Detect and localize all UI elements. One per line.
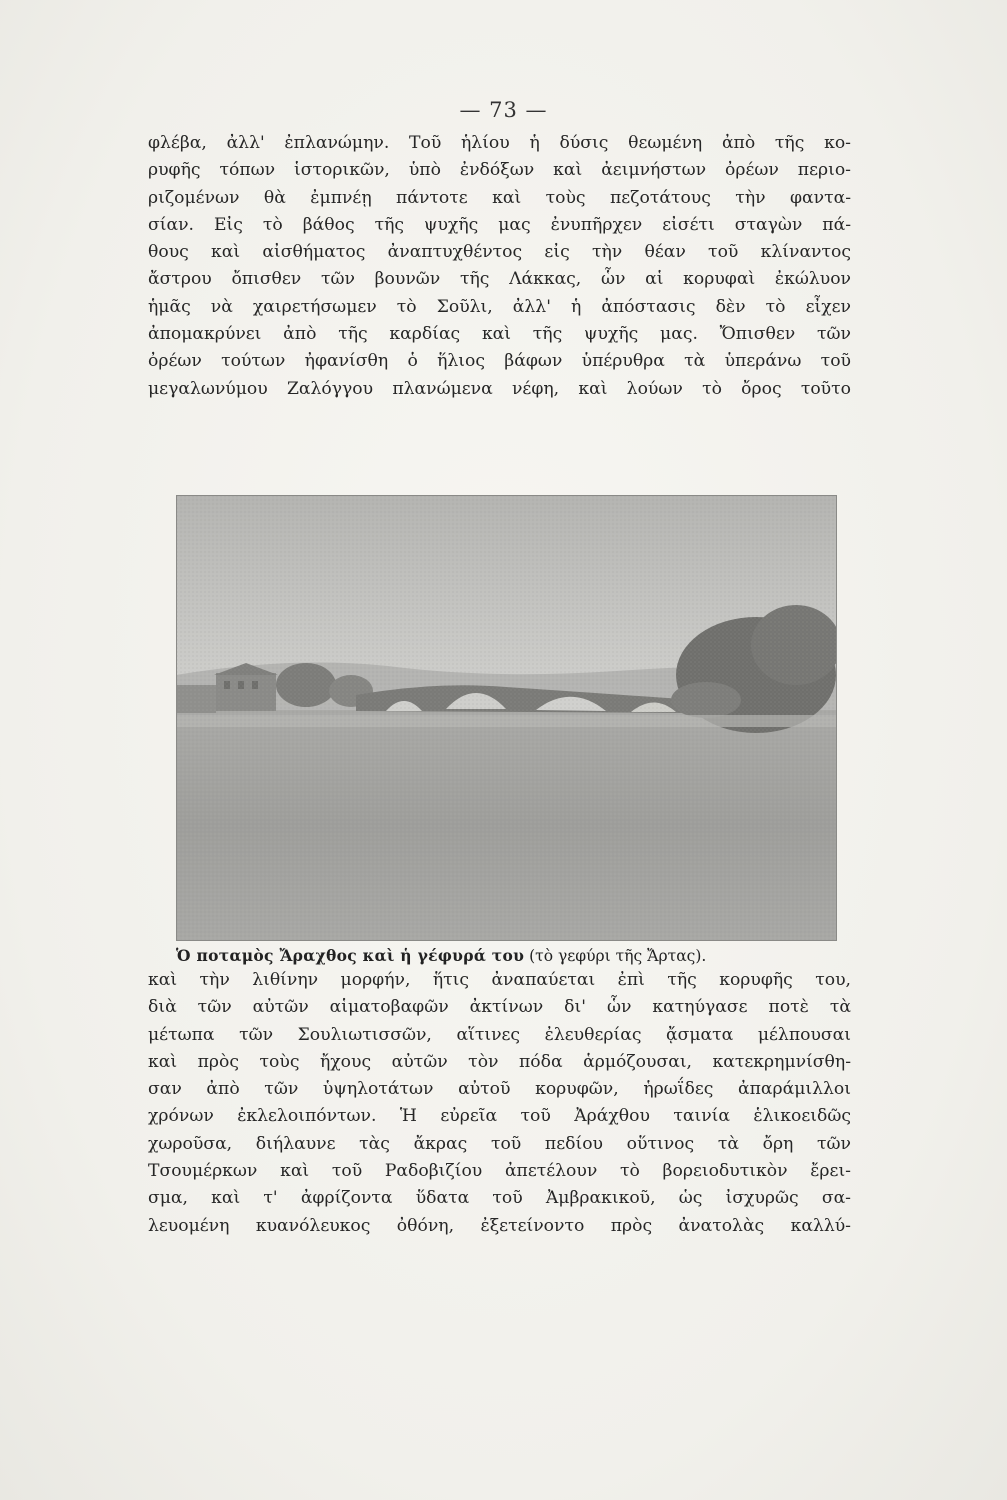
top-paragraph <box>148 130 851 403</box>
text-line: σμα, καὶ τ' ἀφρίζοντα ὕδατα τοῦ Ἀμβρακικοῦ, ὡς ἰσχυρῶς σα- <box>148 1188 851 1209</box>
photo-illustration <box>176 495 837 941</box>
caption-title: Ὁ ποταμὸς Ἄραχθος καὶ ἡ γέφυρά του <box>176 946 525 965</box>
bottom-paragraph <box>148 967 851 1240</box>
text-line: χρόνων ἐκλελοιπόντων. Ἡ εὐρεῖα τοῦ Ἀράχθου ταινία ἑλικοειδῶς <box>148 1106 851 1127</box>
caption-subtitle: (τὸ γεφύρι τῆς Ἄρτας). <box>524 947 707 965</box>
text-line: καὶ τὴν λιθίνην μορφήν, ἥτις ἀναπαύεται ἐπὶ τῆς κορυφῆς του, <box>148 970 851 990</box>
text-line: καὶ πρὸς τοὺς ἤχους αὐτῶν τὸν πόδα ἁρμόζουσαι, κατεκρημνίσθη- <box>148 1051 851 1072</box>
text-line: ἡμᾶς νὰ χαιρετήσωμεν τὸ Σοῦλι, ἀλλ' ἡ ἀπόστασις δὲν τὸ εἶχεν <box>148 296 851 317</box>
text-line: σίαν. Εἰς τὸ βάθος τῆς ψυχῆς μας ἐνυπῆρχεν εἰσέτι σταγὼν πά- <box>148 214 851 235</box>
text-line: σαν ἀπὸ τῶν ὑψηλοτάτων αὐτοῦ κορυφῶν, ἡρωΐδες ἀπαράμιλλοι <box>148 1079 851 1100</box>
figure-caption <box>176 946 844 965</box>
text-line: ἄστρου ὄπισθεν τῶν βουνῶν τῆς Λάκκας, ὧν αἱ κορυφαὶ ἐκώλυον <box>148 269 851 290</box>
bridge-photograph <box>176 495 837 941</box>
text-line: φλέβα, ἀλλ' ἐπλανώμην. Τοῦ ἡλίου ἡ δύσις θεωμένη ἀπὸ τῆς κο- <box>148 133 851 153</box>
text-line: λευομένη κυανόλευκος ὀθόνη, ἐξετείνοντο πρὸς ἀνατολὰς καλλύ- <box>148 1215 851 1236</box>
text-line: μεγαλωνύμου Ζαλόγγου πλανώμενα νέφη, καὶ λούων τὸ ὄρος τοῦτο <box>148 378 851 399</box>
text-line: Τσουμέρκων καὶ τοῦ Ραδοβιζίου ἀπετέλουν τὸ βορειοδυτικὸν ἔρει- <box>148 1161 851 1182</box>
text-line: χωροῦσα, διήλαυνε τὰς ἄκρας τοῦ πεδίου οὕτινος τὰ ὄρη τῶν <box>148 1133 851 1154</box>
text-line: ριζομένων θὰ ἐμπνέῃ πάντοτε καὶ τοὺς πεζοτάτους τὴν φαντα- <box>148 187 851 208</box>
text-line: θους καὶ αἰσθήματος ἀναπτυχθέντος εἰς τὴν θέαν τοῦ κλίναντος <box>148 242 851 263</box>
text-line: ὀρέων τούτων ἠφανίσθη ὁ ἥλιος βάφων ὑπέρυθρα τὰ ὑπεράνω τοῦ <box>148 351 851 372</box>
text-line: διὰ τῶν αὐτῶν αἱματοβαφῶν ἀκτίνων δι' ὧν κατηύγασε ποτὲ τὰ <box>148 997 851 1018</box>
page-number: — 73 — <box>459 98 548 122</box>
text-line: ἀπομακρύνει ἀπὸ τῆς καρδίας καὶ τῆς ψυχῆς μας. Ὄπισθεν τῶν <box>148 324 851 345</box>
text-line: μέτωπα τῶν Σουλιωτισσῶν, αἵτινες ἐλευθερίας ᾄσματα μέλπουσαι <box>148 1024 851 1045</box>
text-line: ρυφῆς τόπων ἱστορικῶν, ὑπὸ ἐνδόξων καὶ ἀειμνήστων ὀρέων περιο- <box>148 160 851 181</box>
